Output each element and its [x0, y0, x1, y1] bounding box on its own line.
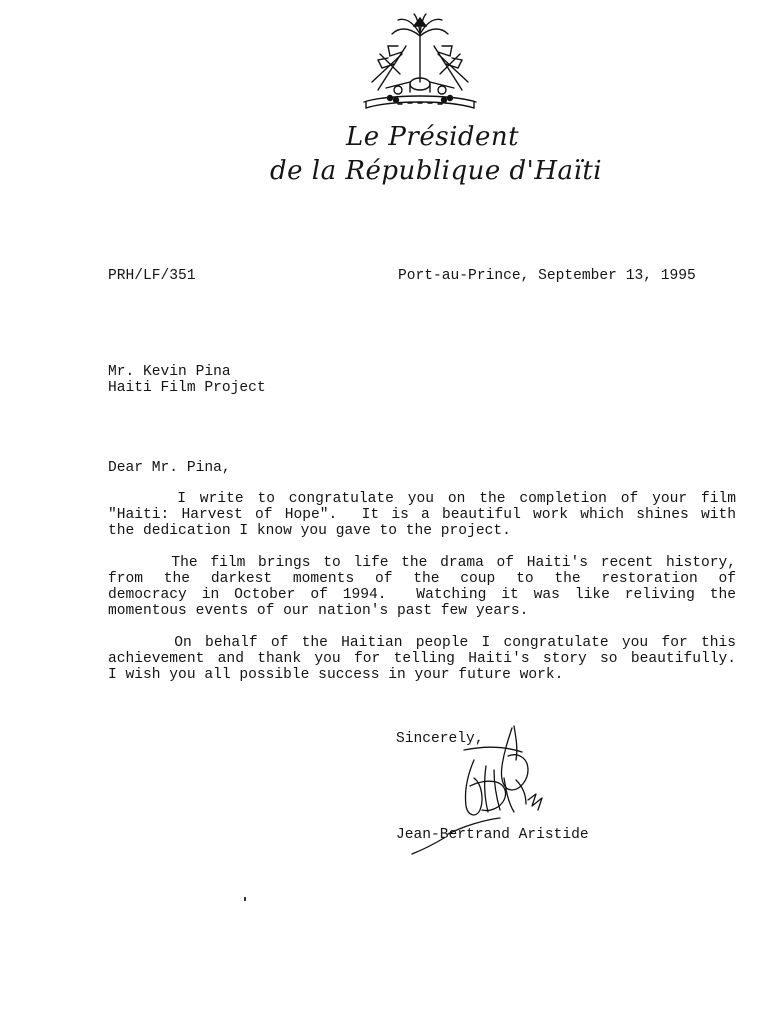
haiti-coat-of-arms-icon [358, 12, 482, 114]
paragraph-line: the dedication I know you gave to the project. [108, 523, 511, 539]
paragraph-line: The film brings to life the drama of Haiti's recent history, [108, 555, 736, 571]
scan-speck [244, 897, 246, 901]
paragraph-line: On behalf of the Haitian people I congratulate you for this [108, 635, 736, 651]
salutation: Dear Mr. Pina, [108, 460, 231, 476]
paragraph-line: "Haiti: Harvest of Hope". It is a beautiful work which shines with [108, 507, 736, 523]
recipient-organization: Haiti Film Project [108, 380, 266, 396]
body-paragraph-3 [108, 635, 736, 683]
signer-name: Jean-Bertrand Aristide [396, 827, 589, 843]
paragraph-line: momentous events of our nation's past few years. [108, 603, 529, 619]
paragraph-line: achievement and thank you for telling Haiti's story so beautifully. [108, 651, 736, 667]
paragraph-line: I write to congratulate you on the completion of your film [108, 491, 736, 507]
letterhead-title-line1: Le Président [346, 122, 520, 152]
paragraph-line: from the darkest moments of the coup to the restoration of [108, 571, 736, 587]
recipient-name: Mr. Kevin Pina [108, 364, 231, 380]
paragraph-line: I wish you all possible success in your future work. [108, 667, 564, 683]
body-paragraph-2 [108, 555, 736, 619]
dateline: Port-au-Prince, September 13, 1995 [398, 268, 696, 284]
letterhead-title-line2: de la République d'Haïti [270, 156, 603, 186]
paragraph-line: democracy in October of 1994. Watching it was like reliving the [108, 587, 736, 603]
reference-number: PRH/LF/351 [108, 268, 196, 284]
body-paragraph-1 [108, 491, 736, 539]
letterhead [0, 0, 768, 200]
closing: Sincerely, [396, 731, 484, 747]
